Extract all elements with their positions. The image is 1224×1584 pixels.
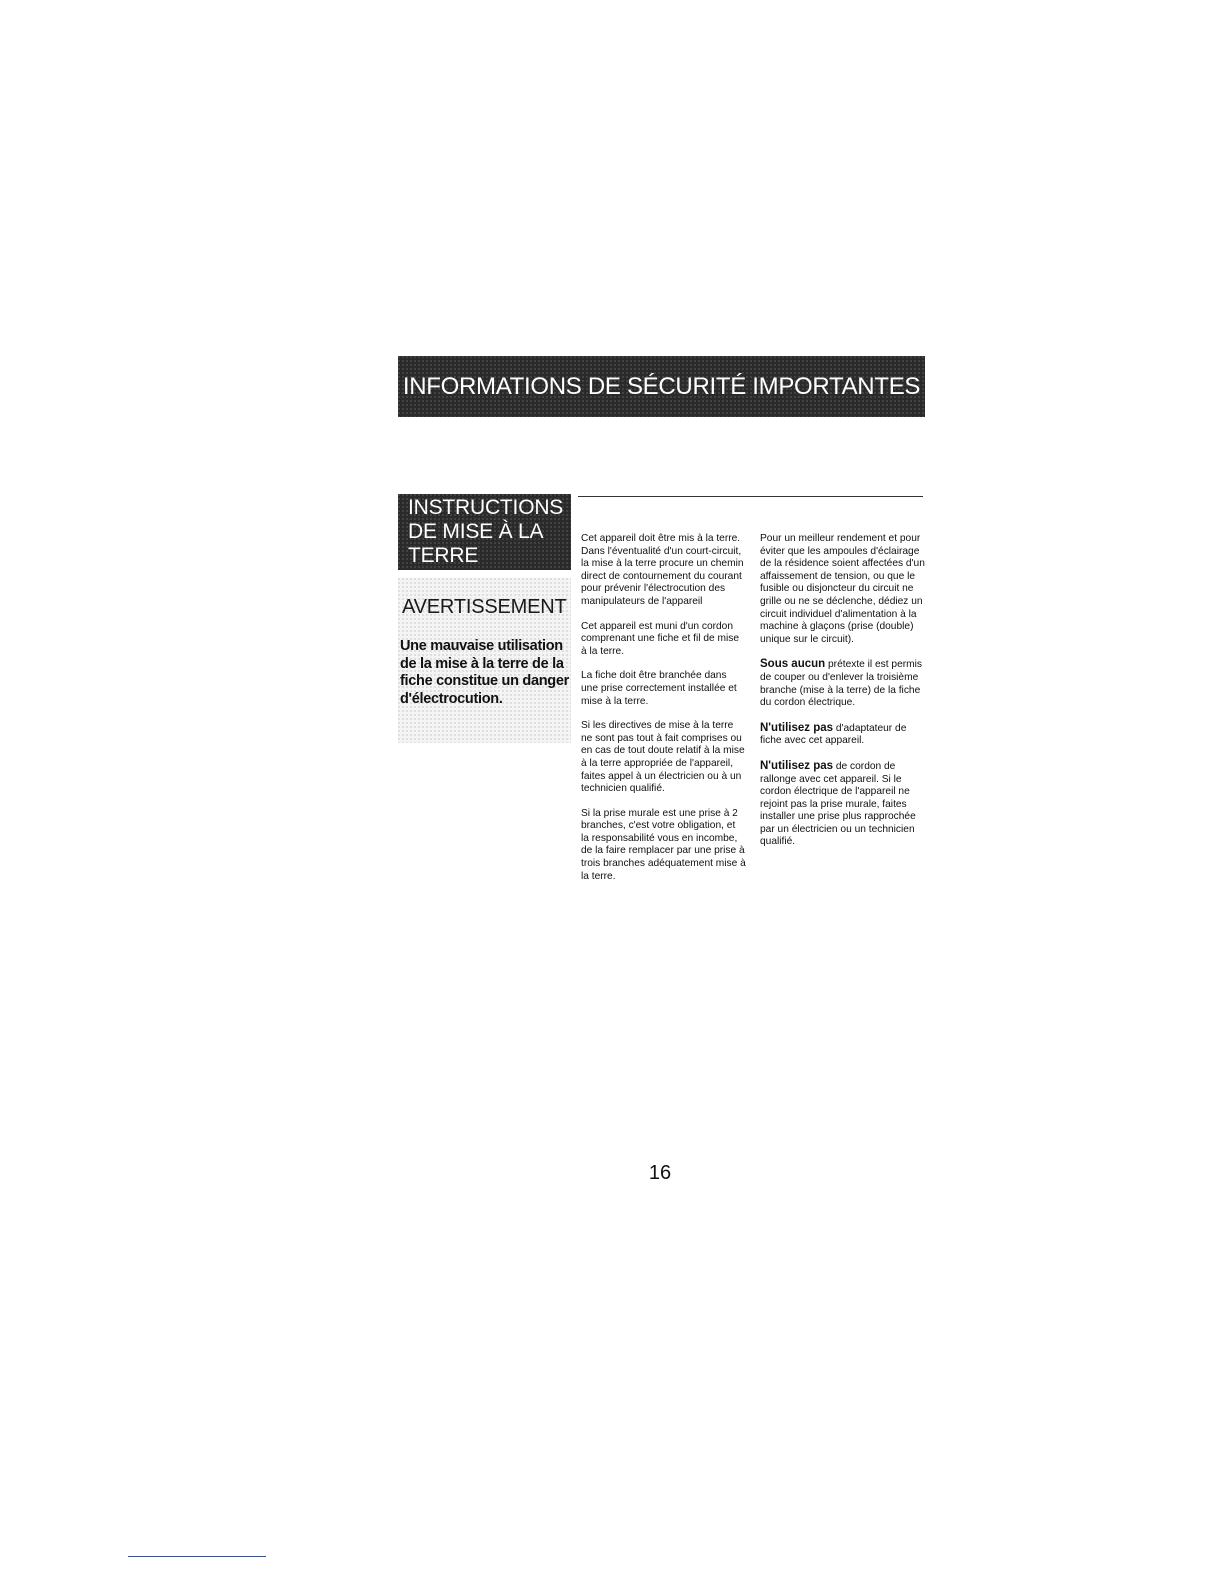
main-title-banner (398, 356, 925, 417)
paragraph (760, 658, 925, 709)
warning-text: Une mauvaise utilisation de la mise à la terre de la fiche constitue un danger d'électrocution. (400, 638, 569, 707)
page-title: INFORMATIONS DE SÉCURITÉ IMPORTANTES (402, 372, 921, 400)
paragraph-body: de cordon de rallonge avec cet appareil. Si le cordon électrique de l'appareil ne rejoint pas la prise murale, faites installer une prise plus rapprochée par un électricien ou un technicien qualifié. (760, 760, 916, 848)
paragraph (760, 760, 925, 849)
warning-box (398, 578, 571, 743)
paragraph: Cet appareil est muni d'un cordon comprenant une fiche et fil de mise à la terre. (581, 620, 739, 657)
warning-title: AVERTISSEMENT (402, 596, 567, 618)
paragraph-lead: N'utilisez pas (760, 759, 834, 772)
paragraph-body: d'adaptateur de fiche avec cet appareil. (760, 722, 907, 747)
section-title-line-3: TERRE (408, 544, 479, 567)
text-column-left (581, 533, 746, 895)
paragraph: Cet appareil doit être mis à la terre. Dans l'éventualité d'un court-circuit, la mise à la terre procure un chemin direct de contournement du courant pour prévenir l'électrocution des manipulateurs de l'appareil (581, 533, 744, 607)
paragraph-lead: N'utilisez pas (760, 721, 834, 734)
section-title-line-1: INSTRUCTIONS (408, 496, 564, 519)
footnote-separator (128, 1556, 266, 1557)
paragraph: Si la prise murale est une prise à 2 branches, c'est votre obligation, et la responsabilité vous en incombe, de la faire remplacer par une prise à trois branches adéquatement mise à la terre. (581, 807, 746, 882)
section-divider (578, 496, 923, 497)
page-number: 16 (648, 1162, 672, 1184)
paragraph-lead: Sous aucun (760, 658, 826, 671)
section-title-line-2: DE MISE À LA (408, 520, 544, 543)
paragraph (760, 722, 925, 748)
text-column-right (760, 533, 925, 861)
paragraph: Si les directives de mise à la terre ne sont pas tout à fait comprises ou en cas de tout doute relatif à la mise à la terre appropriée de l'appareil, faites appel à un électricien ou à un technicien qualifié. (581, 720, 745, 795)
section-title-banner (398, 494, 571, 570)
paragraph: La fiche doit être branchée dans une prise correctement installée et mise à la terre. (581, 670, 737, 707)
paragraph: Pour un meilleur rendement et pour éviter que les ampoules d'éclairage de la résidence soient affectées d'un affaissement de tension, ou que le fusible ou disjoncteur du circuit ne grille ou ne se déclenche, dédiez un circuit individuel d'alimentation à la machine à glaçons (prise (double) unique sur le circuit). (760, 533, 925, 645)
paragraph-body: prétexte il est permis de couper ou d'enlever la troisième branche (mise à la terre) de la fiche du cordon électrique. (760, 659, 923, 709)
